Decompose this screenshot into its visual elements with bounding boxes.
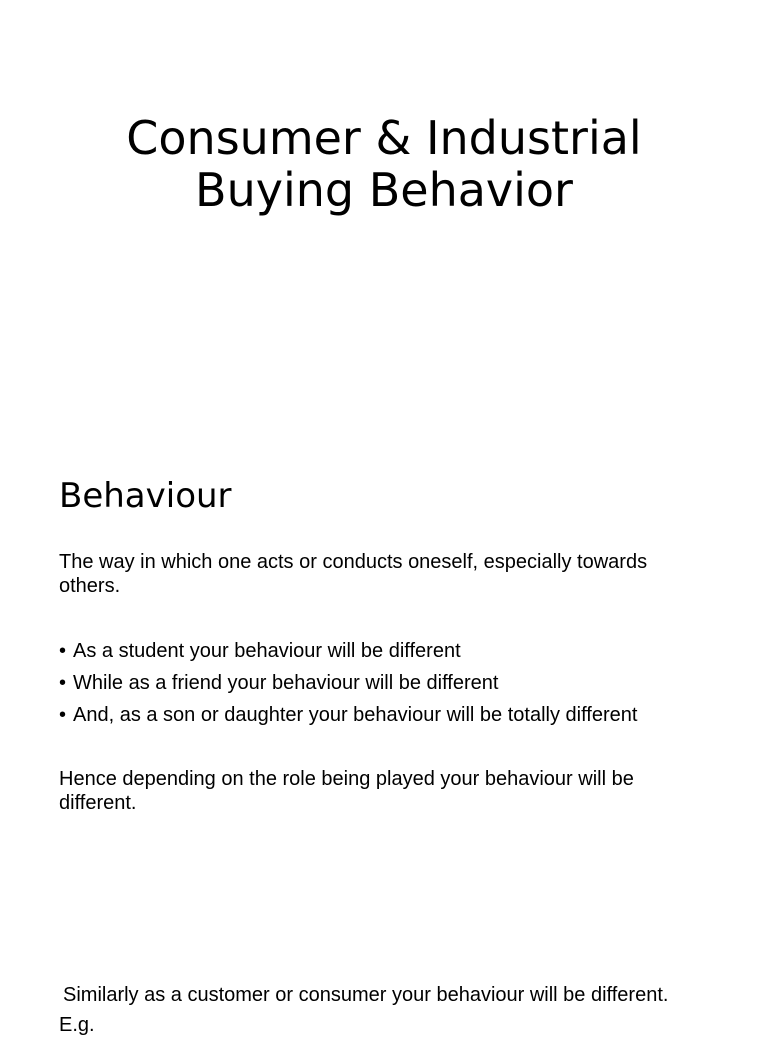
consumer-behaviour-text: Similarly as a customer or consumer your behaviour will be different. xyxy=(63,984,669,1006)
bullet-text: While as a friend your behaviour will be different xyxy=(73,672,499,694)
bullet-item xyxy=(59,703,719,727)
bullet-item xyxy=(59,639,719,663)
role-bullet-list xyxy=(59,639,719,735)
title-line-2: Buying Behavior xyxy=(195,163,573,217)
conclusion-text: Hence depending on the role being played your behaviour will be different. xyxy=(59,768,634,814)
title-line-1: Consumer & Industrial xyxy=(126,111,642,165)
definition-text: The way in which one acts or conducts oneself, especially towards others. xyxy=(59,551,648,597)
bullet-item xyxy=(59,671,719,695)
bullet-dot-icon: • xyxy=(59,672,67,694)
truncated-example-text: E.g. xyxy=(59,1014,95,1036)
bullet-dot-icon: • xyxy=(59,640,67,662)
bullet-text: As a student your behaviour will be different xyxy=(73,640,461,662)
section-heading: Behaviour xyxy=(59,476,232,516)
slide-title xyxy=(0,112,768,216)
bullet-dot-icon: • xyxy=(59,704,67,726)
bullet-text: And, as a son or daughter your behaviour will be totally different xyxy=(73,704,638,726)
